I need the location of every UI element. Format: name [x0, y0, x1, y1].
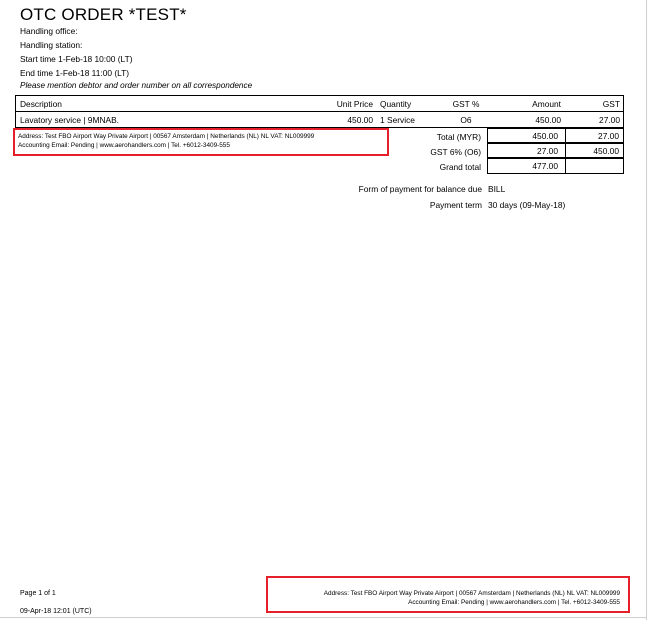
- gst-base: 450.00: [593, 146, 619, 156]
- total-amount: 450.00: [532, 131, 558, 141]
- gst-box: [487, 143, 624, 158]
- total-gst: 27.00: [598, 131, 619, 141]
- payment-term-label: Payment term: [429, 200, 482, 210]
- row-unit-price: 450.00: [347, 115, 373, 125]
- row-description: Lavatory service | 9MNAB.: [20, 115, 119, 125]
- total-box-divider: [565, 129, 566, 142]
- address-line: Address: Test FBO Airport Way Private Airport | 00567 Amsterdam | Netherlands (NL) NL VAT: NL009999: [18, 133, 315, 140]
- row-amount: 450.00: [535, 115, 561, 125]
- total-box: [487, 128, 624, 143]
- header-description: Description: [20, 99, 62, 109]
- payment-term-value: 30 days (09-May-18): [488, 200, 566, 210]
- gst-label: GST 6% (O6): [430, 147, 481, 157]
- grand-total-box: [487, 158, 624, 174]
- footer-accounting-line: Accounting Email: Pending | www.aerohandlers.com | Tel. +6012-3409-555: [408, 599, 620, 606]
- header-unit-price: Unit Price: [336, 99, 373, 109]
- handling-station: Handling station:: [20, 40, 83, 50]
- page-number: Page 1 of 1: [20, 590, 56, 597]
- table-header-divider: [16, 111, 623, 112]
- correspondence-note: Please mention debtor and order number on all correspondence: [20, 81, 253, 90]
- row-gst: 27.00: [599, 115, 620, 125]
- grand-total-divider: [565, 159, 566, 173]
- printed-timestamp: 09-Apr-18 12:01 (UTC): [20, 608, 92, 615]
- payment-form-label: Form of payment for balance due: [358, 184, 482, 194]
- document-title: OTC ORDER *TEST*: [20, 5, 187, 24]
- footer-address-line: Address: Test FBO Airport Way Private Airport | 00567 Amsterdam | Netherlands (NL) NL VAT: NL009999: [323, 590, 620, 597]
- row-gst-percent: O6: [460, 115, 472, 125]
- handling-office: Handling office:: [20, 26, 78, 36]
- row-quantity: 1 Service: [380, 115, 415, 125]
- gst-amount: 27.00: [537, 146, 558, 156]
- grand-total-amount: 477.00: [532, 161, 558, 171]
- grand-total-label: Grand total: [439, 162, 481, 172]
- line-items-table: [15, 95, 624, 128]
- gst-box-divider: [565, 144, 566, 157]
- header-gst: GST: [602, 99, 620, 109]
- page-edge-right: [646, 0, 647, 620]
- header-gst-percent: GST %: [452, 99, 480, 109]
- header-amount: Amount: [532, 99, 561, 109]
- header-quantity: Quantity: [380, 99, 412, 109]
- accounting-contact-line: Accounting Email: Pending | www.aerohandlers.com | Tel. +6012-3409-555: [18, 142, 230, 149]
- payment-form-value: BILL: [488, 184, 506, 194]
- total-label: Total (MYR): [436, 132, 481, 142]
- start-time: Start time 1-Feb-18 10:00 (LT): [20, 54, 133, 64]
- page-edge-bottom: [0, 617, 647, 618]
- end-time: End time 1-Feb-18 11:00 (LT): [20, 68, 130, 78]
